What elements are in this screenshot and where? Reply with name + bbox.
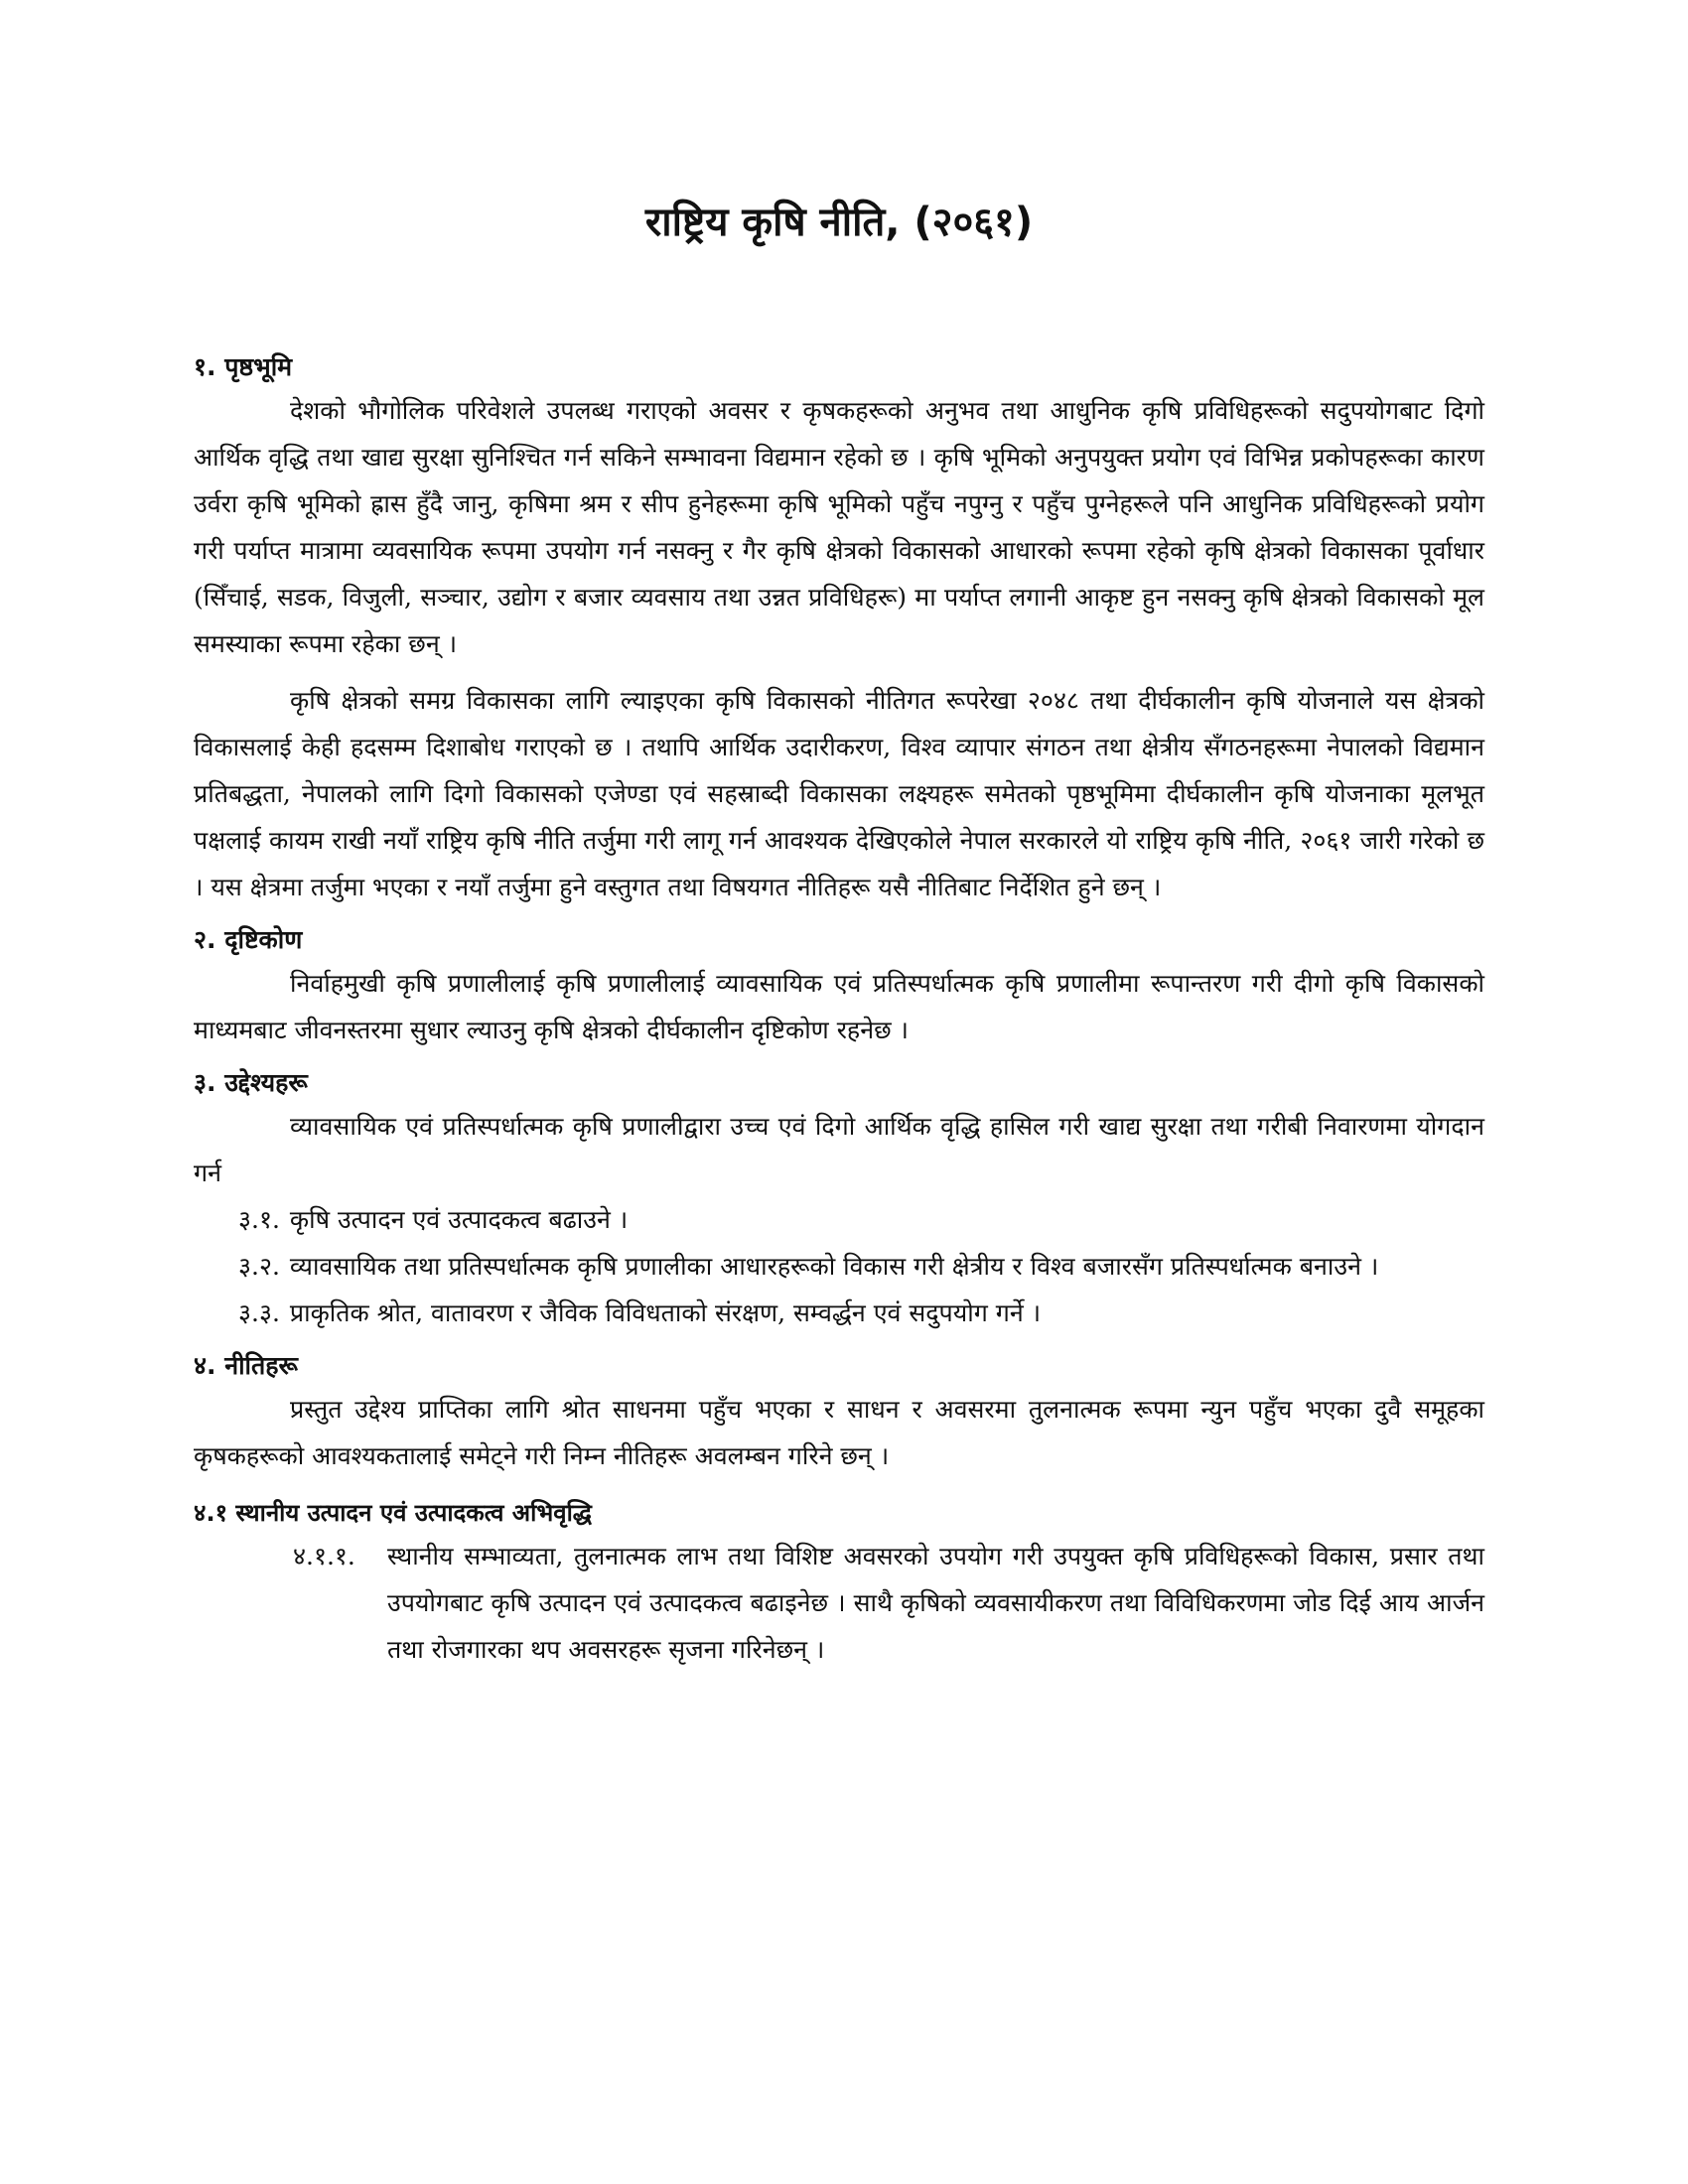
- objective-text: प्राकृतिक श्रोत, वातावरण र जैविक विविधताको संरक्षण, सम्वर्द्धन एवं सदुपयोग गर्ने ।: [289, 1298, 1042, 1327]
- objective-text: व्यावसायिक तथा प्रतिस्पर्धात्मक कृषि प्रणालीका आधारहरूको विकास गरी क्षेत्रीय र विश्व बजारसँग प्रतिस्पर्धात्मक बनाउने ।: [289, 1252, 1379, 1281]
- policies-paragraph: प्रस्तुत उद्देश्य प्राप्तिका लागि श्रोत साधनमा पहुँच भएका र साधन र अवसरमा तुलनात्मक रूपमा न्युन पहुँच भएका दुवै समूहका कृषकहरूको आवश्यकतालाई समेट्ने गरी निम्न नीतिहरू अवलम्बन गरिने छन् ।: [194, 1395, 1484, 1470]
- policy-item: [293, 1533, 1484, 1673]
- objective-number: ३.२.: [238, 1252, 280, 1281]
- objective-item: [238, 1196, 1484, 1243]
- background-paragraph-1: देशको भौगोलिक परिवेशले उपलब्ध गराएको अवसर र कृषकहरूको अनुभव तथा आधुनिक कृषि प्रविधिहरूको सदुपयोगबाट दिगो आर्थिक वृद्धि तथा खाद्य सुरक्षा सुनिश्चित गर्न सकिने सम्भावना विद्यमान रहेको छ । कृषि भूमिको अनुपयुक्त प्रयोग एवं विभिन्न प्रकोपहरूका कारण उर्वरा कृषि भूमिको ह्रास हुँदै जानु, कृषिमा श्रम र सीप हुनेहरूमा कृषि भूमिको पहुँच नपुग्नु र पहुँच पुग्नेहरूले पनि आधुनिक प्रविधिहरूको प्रयोग गरी पर्याप्त मात्रामा व्यवसायिक रूपमा उपयोग गर्न नसक्नु र गैर कृषि क्षेत्रको विकासको आधारको रूपमा रहेको कृषि क्षेत्रको विकासका पूर्वाधार (सिँचाई, सडक, विजुली, सञ्चार, उद्योग र बजार व्यवसाय तथा उन्नत प्रविधिहरू) मा पर्याप्त लगानी आकृष्ट हुन नसक्नु कृषि क्षेत्रको विकासको मूल समस्याका रूपमा रहेका छन् ।: [194, 396, 1484, 658]
- objective-number: ३.३.: [238, 1298, 280, 1327]
- background-paragraph-2: कृषि क्षेत्रको समग्र विकासका लागि ल्याइएका कृषि विकासको नीतिगत रूपरेखा २०४८ तथा दीर्घकालीन कृषि योजनाले यस क्षेत्रको विकासलाई केही हदसम्म दिशाबोध गराएको छ । तथापि आर्थिक उदारीकरण, विश्व व्यापार संगठन तथा क्षेत्रीय सँगठनहरूमा नेपालको विद्यमान प्रतिबद्धता, नेपालको लागि दिगो विकासको एजेण्डा एवं सहस्राब्दी विकासका लक्ष्यहरू समेतको पृष्ठभूमिमा दीर्घकालीन कृषि योजनाका मूलभूत पक्षलाई कायम राखी नयाँ राष्ट्रिय कृषि नीति तर्जुमा गरी लागू गर्न आवश्यक देखिएकोले नेपाल सरकारले यो राष्ट्रिय कृषि नीति, २०६१ जारी गरेको छ । यस क्षेत्रमा तर्जुमा भएका र नयाँ तर्जुमा हुने वस्तुगत तथा विषयगत नीतिहरू यसै नीतिबाट निर्देशित हुने छन् ।: [194, 686, 1484, 901]
- policy-number: ४.१.१.: [293, 1542, 355, 1570]
- objective-item: [238, 1243, 1484, 1290]
- objective-item: [238, 1290, 1484, 1336]
- policy-text: स्थानीय सम्भाव्यता, तुलनात्मक लाभ तथा विशिष्ट अवसरको उपयोग गरी उपयुक्त कृषि प्रविधिहरूको विकास, प्रसार तथा उपयोगबाट कृषि उत्पादन एवं उत्पादकत्व बढाइनेछ । साथै कृषिको व्यवसायीकरण तथा विविधिकरणमा जोड दिई आय आर्जन तथा रोजगारका थप अवसरहरू सृजना गरिनेछन् ।: [387, 1542, 1484, 1664]
- section-heading-policies: ४. नीतिहरू: [194, 1351, 298, 1380]
- subsection-heading-local-production: ४.१ स्थानीय उत्पादन एवं उत्पादकत्व अभिवृद्धि: [194, 1499, 592, 1527]
- objective-text: कृषि उत्पादन एवं उत्पादकत्व बढाउने ।: [289, 1205, 629, 1234]
- objectives-paragraph: व्यावसायिक एवं प्रतिस्पर्धात्मक कृषि प्रणालीद्वारा उच्च एवं दिगो आर्थिक वृद्धि हासिल गरी खाद्य सुरक्षा तथा गरीबी निवारणमा योगदान गर्न: [194, 1112, 1484, 1187]
- section-heading-background: १. पृष्ठभूमि: [194, 352, 293, 381]
- objective-number: ३.१.: [238, 1205, 280, 1234]
- vision-paragraph: निर्वाहमुखी कृषि प्रणालीलाई कृषि प्रणालीलाई व्यावसायिक एवं प्रतिस्पर्धात्मक कृषि प्रणालीमा रूपान्तरण गरी दीगो कृषि विकासको माध्यमबाट जीवनस्तरमा सुधार ल्याउनु कृषि क्षेत्रको दीर्घकालीन दृष्टिकोण रहनेछ ।: [194, 969, 1484, 1044]
- document-body: [194, 347, 1484, 1673]
- section-heading-vision: २. दृष्टिकोण: [194, 925, 303, 954]
- section-heading-objectives: ३. उद्देश्यहरू: [194, 1068, 308, 1097]
- document-title: राष्ट्रिय कृषि नीति, (२०६१): [644, 200, 1034, 245]
- document-page: [194, 0, 1484, 2184]
